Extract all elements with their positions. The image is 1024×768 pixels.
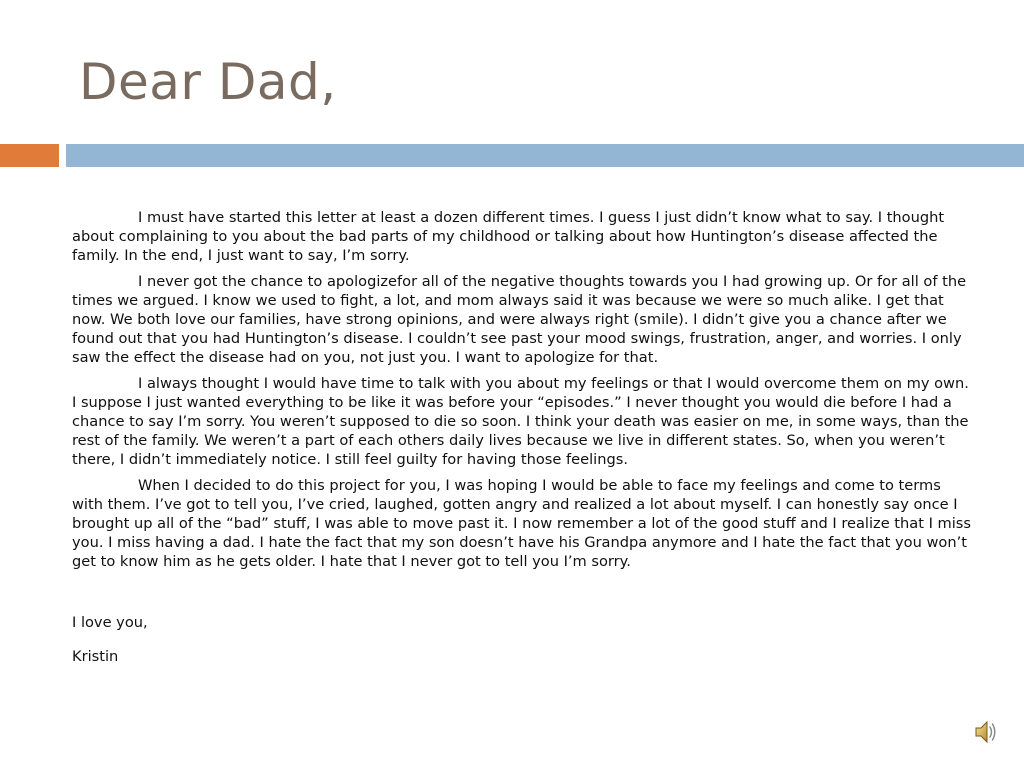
letter-closing: I love you, — [72, 614, 148, 631]
letter-paragraph-4: When I decided to do this project for you, I was hoping I would be able to face my feelings and come to terms with them. I’ve got to tell you, I’ve cried, laughed, gotten angry and realized a lot about myself. I can honestly say once I brought up all of the “bad” stuff, I was able to move past it. I now remember a lot of the good stuff and I realize that I miss you. I miss having a dad. I hate the fact that my son doesn’t have his Grandpa anymore and I hate the fact that you won’t get to know him as he gets older. I hate that I never got to tell you I’m sorry. — [72, 477, 972, 570]
letter-paragraph-3: I always thought I would have time to talk with you about my feelings or that I would overcome them on my own. I suppose I just wanted everything to be like it was before your “episodes.” I never thought you would die before I had a chance to say I’m sorry. You weren’t supposed to die so soon. I think your death was easier on me, in some ways, than the rest of the family. We weren’t a part of each others daily lives because we live in different states. So, when you weren’t there, I didn’t immediately notice. I still feel guilty for having those feelings. — [72, 375, 969, 468]
letter-paragraph-1: I must have started this letter at least a dozen different times. I guess I just didn’t know what to say. I thought about complaining to you about the bad parts of my childhood or talking about how Huntington’s disease affected the family. In the end, I just want to say, I’m sorry. — [72, 209, 945, 264]
letter-paragraph-2: I never got the chance to apologizefor all of the negative thoughts towards you I had growing up. Or for all of the times we argued. I know we used to fight, a lot, and mom always said it was because we were so much alike. I get that now. We both love our families, have strong opinions, and were always right (smile). I didn’t give you a chance after we found out that you had Huntington’s disease. I couldn’t see past your mood swings, frustration, anger, and worries. I only saw the effect the disease had on you, not just you. I want to apologize for that. — [72, 273, 967, 366]
paragraph-spacer — [72, 578, 972, 601]
slide-title: Dear Dad, — [79, 53, 337, 111]
speaker-icon[interactable] — [974, 716, 998, 748]
title-divider-bar — [66, 144, 1024, 167]
title-accent-bar — [0, 144, 59, 167]
letter-signature: Kristin — [72, 648, 119, 665]
letter-body — [72, 208, 972, 666]
